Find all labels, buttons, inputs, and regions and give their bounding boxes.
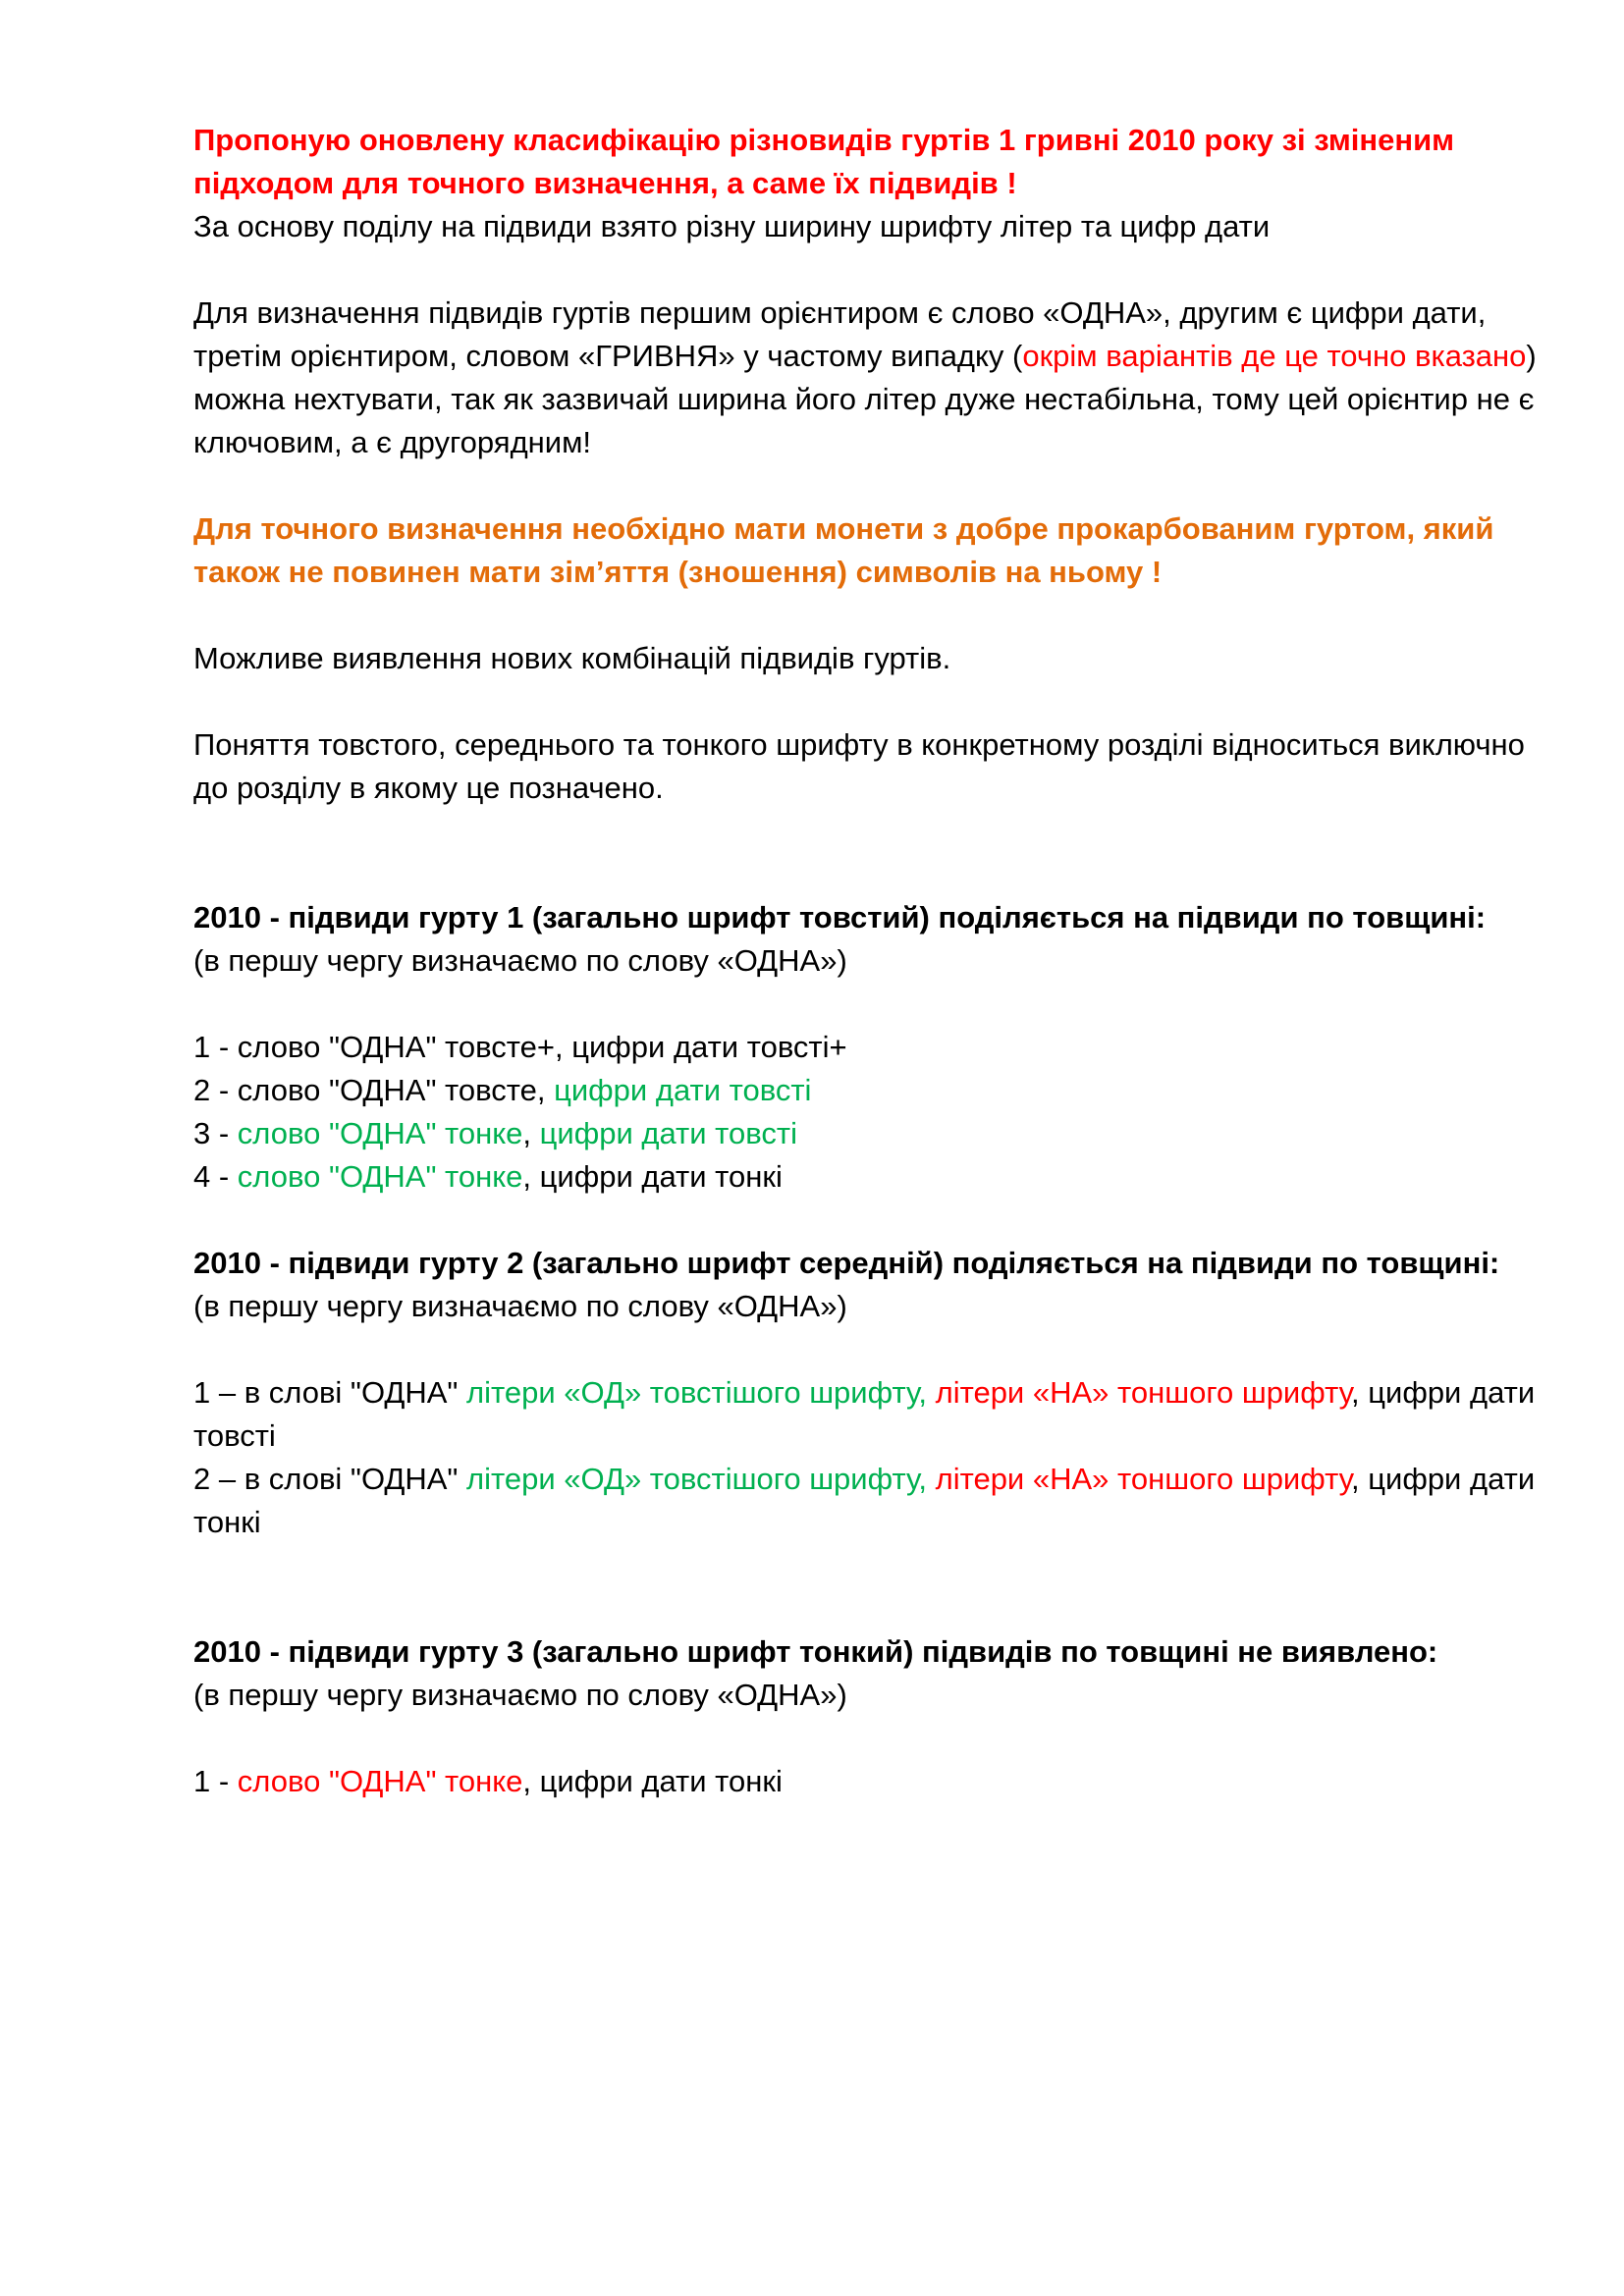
item-number: 4 - (193, 1159, 238, 1194)
item-separator: , (522, 1764, 540, 1798)
group1-item-2 (193, 1069, 1565, 1112)
group1-subtitle: (в першу чергу визначаємо по слову «ОДНА») (193, 943, 847, 978)
item-prefix: 2 – в слові "ОДНА" (193, 1462, 467, 1496)
item-number: 1 - (193, 1764, 238, 1798)
item-od-letters: літери «ОД» товстішого шрифту, (466, 1462, 936, 1496)
item-od-letters: літери «ОД» товстішого шрифту, (466, 1375, 936, 1410)
group2-item-1 (193, 1371, 1565, 1458)
intro-new-combinations: Можливе виявлення нових комбінацій підвидів гуртів. (193, 641, 951, 675)
item-prefix: 1 – в слові "ОДНА" (193, 1375, 467, 1410)
item-suffix: , цифри дати тонкі (193, 1462, 1536, 1539)
group1-title: 2010 - підвиди гурту 1 (загально шрифт товстий) поділяється на підвиди по товщині: (193, 900, 1487, 934)
group3-item-1 (193, 1760, 1565, 1803)
item-digits: цифри дати тонкі (539, 1764, 783, 1798)
orientation-text-1: Для визначення підвидів гуртів першим орієнтиром є слово «ОДНА», другим є цифри дати, третім орієнтиром, словом «ГРИВНЯ» у частому випадку ( (193, 295, 1487, 373)
item-na-letters: літери «НА» тоншого шрифту (935, 1375, 1352, 1410)
item-digits: цифри дати товсті+ (571, 1030, 847, 1064)
group2-item-2 (193, 1458, 1565, 1544)
item-word: слово "ОДНА" тонке (237, 1116, 523, 1150)
item-suffix: , цифри дати товсті (193, 1375, 1536, 1453)
item-separator: , (522, 1116, 540, 1150)
item-word: слово "ОДНА" тонке (237, 1764, 523, 1798)
orientation-exception: окрім варіантів де це точно вказано (1022, 339, 1527, 373)
orientation-text-2: ) можна нехтувати, так як зазвичай ширина його літер дуже нестабільна, тому цей орієнтир не є ключовим, а є другорядним! (193, 339, 1537, 459)
item-word: слово "ОДНА" товсте (237, 1073, 537, 1107)
group1-item-3 (193, 1112, 1565, 1155)
group2-subtitle: (в першу чергу визначаємо по слову «ОДНА») (193, 1289, 847, 1323)
intro-font-note: Поняття товстого, середнього та тонкого шрифту в конкретному розділі відноситься виключно до розділу в якому це позначено. (193, 727, 1525, 805)
item-separator: , (522, 1159, 540, 1194)
intro-orientation (193, 292, 1565, 464)
group3-title: 2010 - підвиди гурту 3 (загально шрифт тонкий) підвидів по товщині не виявлено: (193, 1634, 1438, 1669)
item-digits: цифри дати тонкі (539, 1159, 783, 1194)
item-word: слово "ОДНА" товсте+ (237, 1030, 555, 1064)
intro-heading: Пропоную оновлену класифікацію різновидів гуртів 1 гривні 2010 року зі зміненим підходом для точного визначення, а саме їх підвидів ! (193, 123, 1455, 200)
group1-item-4 (193, 1155, 1565, 1199)
item-separator: , (554, 1030, 572, 1064)
item-digits: цифри дати товсті (539, 1116, 797, 1150)
intro-basis: За основу поділу на підвиди взято різну ширину шрифту літер та цифр дати (193, 209, 1271, 243)
item-number: 3 - (193, 1116, 238, 1150)
item-number: 2 - (193, 1073, 238, 1107)
intro-warning: Для точного визначення необхідно мати монети з добре прокарбованим гуртом, який також не повинен мати зім’яття (зношення) символів на ньому ! (193, 511, 1494, 589)
item-separator: , (536, 1073, 555, 1107)
group1-item-1 (193, 1026, 1565, 1069)
item-number: 1 - (193, 1030, 238, 1064)
item-word: слово "ОДНА" тонке (237, 1159, 523, 1194)
item-na-letters: літери «НА» тоншого шрифту (935, 1462, 1352, 1496)
group3-subtitle: (в першу чергу визначаємо по слову «ОДНА») (193, 1678, 847, 1712)
item-digits: цифри дати товсті (554, 1073, 812, 1107)
group2-title: 2010 - підвиди гурту 2 (загально шрифт середній) поділяється на підвиди по товщині: (193, 1246, 1500, 1280)
